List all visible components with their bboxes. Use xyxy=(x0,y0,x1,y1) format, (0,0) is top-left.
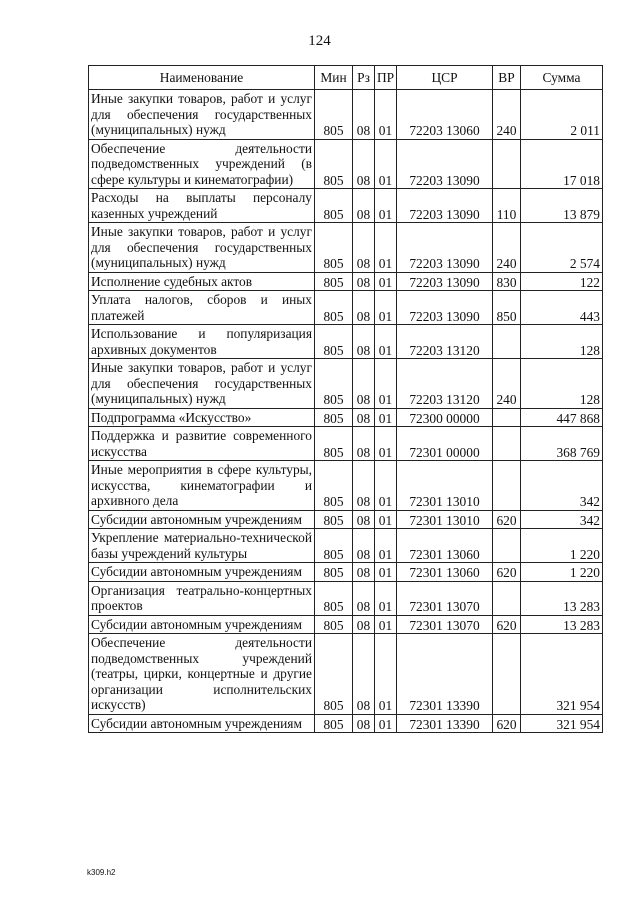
cell-pr: 01 xyxy=(375,272,397,291)
cell-name: Подпрограмма «Искусство» xyxy=(89,408,315,427)
cell-csr: 72301 13060 xyxy=(397,563,493,582)
cell-csr: 72203 13090 xyxy=(397,291,493,325)
cell-min: 805 xyxy=(315,615,353,634)
cell-sum: 447 868 xyxy=(521,408,603,427)
cell-name: Иные мероприятия в сфере культуры, искусства, кинематографии и архивного дела xyxy=(89,461,315,511)
cell-min: 805 xyxy=(315,139,353,189)
cell-pr: 01 xyxy=(375,223,397,273)
cell-vr xyxy=(493,427,521,461)
cell-csr: 72203 13090 xyxy=(397,139,493,189)
budget-table xyxy=(88,65,603,733)
cell-min: 805 xyxy=(315,359,353,409)
cell-min: 805 xyxy=(315,325,353,359)
cell-vr: 850 xyxy=(493,291,521,325)
cell-sum: 2 574 xyxy=(521,223,603,273)
cell-min: 805 xyxy=(315,223,353,273)
cell-pr: 01 xyxy=(375,189,397,223)
cell-csr: 72301 13390 xyxy=(397,634,493,715)
cell-rz: 08 xyxy=(353,714,375,733)
cell-vr: 620 xyxy=(493,563,521,582)
cell-min: 805 xyxy=(315,563,353,582)
cell-vr: 620 xyxy=(493,615,521,634)
cell-pr: 01 xyxy=(375,634,397,715)
cell-csr: 72203 13120 xyxy=(397,359,493,409)
header-min: Мин xyxy=(315,66,353,90)
cell-vr xyxy=(493,634,521,715)
cell-rz: 08 xyxy=(353,408,375,427)
cell-csr: 72203 13090 xyxy=(397,272,493,291)
header-sum: Сумма xyxy=(521,66,603,90)
cell-min: 805 xyxy=(315,408,353,427)
cell-csr: 72301 13390 xyxy=(397,714,493,733)
table-row xyxy=(89,581,603,615)
cell-csr: 72301 13060 xyxy=(397,529,493,563)
cell-pr: 01 xyxy=(375,510,397,529)
table-body xyxy=(89,90,603,733)
table-row xyxy=(89,189,603,223)
cell-vr: 830 xyxy=(493,272,521,291)
table-header-row xyxy=(89,66,603,90)
cell-min: 805 xyxy=(315,189,353,223)
header-rz: Рз xyxy=(353,66,375,90)
cell-csr: 72203 13120 xyxy=(397,325,493,359)
cell-sum: 443 xyxy=(521,291,603,325)
cell-rz: 08 xyxy=(353,189,375,223)
cell-sum: 342 xyxy=(521,510,603,529)
cell-rz: 08 xyxy=(353,427,375,461)
cell-rz: 08 xyxy=(353,359,375,409)
cell-min: 805 xyxy=(315,581,353,615)
cell-rz: 08 xyxy=(353,272,375,291)
cell-name: Субсидии автономным учреждениям xyxy=(89,563,315,582)
cell-sum: 17 018 xyxy=(521,139,603,189)
cell-min: 805 xyxy=(315,510,353,529)
cell-vr xyxy=(493,581,521,615)
cell-pr: 01 xyxy=(375,461,397,511)
cell-pr: 01 xyxy=(375,139,397,189)
cell-sum: 321 954 xyxy=(521,634,603,715)
cell-csr: 72301 13070 xyxy=(397,581,493,615)
cell-min: 805 xyxy=(315,461,353,511)
cell-sum: 321 954 xyxy=(521,714,603,733)
cell-vr: 240 xyxy=(493,90,521,140)
cell-rz: 08 xyxy=(353,325,375,359)
cell-min: 805 xyxy=(315,427,353,461)
table-row xyxy=(89,510,603,529)
cell-vr: 240 xyxy=(493,223,521,273)
cell-pr: 01 xyxy=(375,359,397,409)
cell-name: Иные закупки товаров, работ и услуг для обеспечения государственных (муниципальных) нужд xyxy=(89,359,315,409)
cell-sum: 1 220 xyxy=(521,563,603,582)
cell-rz: 08 xyxy=(353,510,375,529)
table-row xyxy=(89,272,603,291)
cell-rz: 08 xyxy=(353,461,375,511)
cell-pr: 01 xyxy=(375,291,397,325)
cell-name: Использование и популяризация архивных документов xyxy=(89,325,315,359)
table-row xyxy=(89,634,603,715)
cell-sum: 368 769 xyxy=(521,427,603,461)
cell-vr: 620 xyxy=(493,714,521,733)
cell-csr: 72203 13090 xyxy=(397,189,493,223)
table-row xyxy=(89,90,603,140)
cell-sum: 342 xyxy=(521,461,603,511)
cell-rz: 08 xyxy=(353,139,375,189)
cell-pr: 01 xyxy=(375,563,397,582)
cell-name: Поддержка и развитие современного искусства xyxy=(89,427,315,461)
table-row xyxy=(89,408,603,427)
footer-code: k309.h2 xyxy=(87,868,116,877)
cell-min: 805 xyxy=(315,714,353,733)
table-row xyxy=(89,325,603,359)
cell-name: Субсидии автономным учреждениям xyxy=(89,714,315,733)
cell-rz: 08 xyxy=(353,581,375,615)
cell-vr: 110 xyxy=(493,189,521,223)
cell-csr: 72301 00000 xyxy=(397,427,493,461)
cell-pr: 01 xyxy=(375,615,397,634)
cell-pr: 01 xyxy=(375,408,397,427)
table-row xyxy=(89,427,603,461)
table-row xyxy=(89,615,603,634)
cell-rz: 08 xyxy=(353,223,375,273)
cell-name: Иные закупки товаров, работ и услуг для обеспечения государственных (муниципальных) нужд xyxy=(89,90,315,140)
cell-name: Организация театрально-концертных проектов xyxy=(89,581,315,615)
cell-sum: 13 283 xyxy=(521,581,603,615)
cell-name: Укрепление материально-технической базы учреждений культуры xyxy=(89,529,315,563)
cell-name: Обеспечение деятельности подведомственных учреждений (в сфере культуры и кинематографии) xyxy=(89,139,315,189)
cell-vr: 620 xyxy=(493,510,521,529)
cell-min: 805 xyxy=(315,90,353,140)
table-row xyxy=(89,529,603,563)
cell-pr: 01 xyxy=(375,714,397,733)
table-row xyxy=(89,563,603,582)
cell-name: Субсидии автономным учреждениям xyxy=(89,615,315,634)
cell-name: Исполнение судебных актов xyxy=(89,272,315,291)
cell-vr xyxy=(493,529,521,563)
cell-csr: 72301 13070 xyxy=(397,615,493,634)
cell-csr: 72203 13090 xyxy=(397,223,493,273)
cell-name: Уплата налогов, сборов и иных платежей xyxy=(89,291,315,325)
cell-pr: 01 xyxy=(375,325,397,359)
cell-vr xyxy=(493,139,521,189)
cell-csr: 72203 13060 xyxy=(397,90,493,140)
header-vr: ВР xyxy=(493,66,521,90)
cell-rz: 08 xyxy=(353,563,375,582)
cell-vr xyxy=(493,408,521,427)
cell-sum: 13 879 xyxy=(521,189,603,223)
cell-rz: 08 xyxy=(353,90,375,140)
cell-name: Субсидии автономным учреждениям xyxy=(89,510,315,529)
page-number: 124 xyxy=(308,33,331,49)
cell-csr: 72301 13010 xyxy=(397,461,493,511)
cell-rz: 08 xyxy=(353,634,375,715)
cell-vr xyxy=(493,461,521,511)
cell-pr: 01 xyxy=(375,90,397,140)
cell-rz: 08 xyxy=(353,529,375,563)
cell-min: 805 xyxy=(315,272,353,291)
cell-min: 805 xyxy=(315,291,353,325)
cell-sum: 128 xyxy=(521,325,603,359)
cell-vr: 240 xyxy=(493,359,521,409)
cell-name: Расходы на выплаты персоналу казенных учреждений xyxy=(89,189,315,223)
cell-name: Иные закупки товаров, работ и услуг для обеспечения государственных (муниципальных) нужд xyxy=(89,223,315,273)
cell-csr: 72301 13010 xyxy=(397,510,493,529)
table-row xyxy=(89,139,603,189)
cell-sum: 1 220 xyxy=(521,529,603,563)
cell-pr: 01 xyxy=(375,529,397,563)
cell-name: Обеспечение деятельности подведомственных учреждений (театры, цирки, концертные и другие организации исполнительских искусств) xyxy=(89,634,315,715)
cell-sum: 13 283 xyxy=(521,615,603,634)
cell-pr: 01 xyxy=(375,581,397,615)
table-row xyxy=(89,714,603,733)
cell-pr: 01 xyxy=(375,427,397,461)
cell-min: 805 xyxy=(315,529,353,563)
cell-sum: 122 xyxy=(521,272,603,291)
cell-vr xyxy=(493,325,521,359)
header-csr: ЦСР xyxy=(397,66,493,90)
table-row xyxy=(89,291,603,325)
cell-min: 805 xyxy=(315,634,353,715)
cell-rz: 08 xyxy=(353,291,375,325)
table-row xyxy=(89,223,603,273)
cell-sum: 128 xyxy=(521,359,603,409)
header-name: Наименование xyxy=(89,66,315,90)
table-row xyxy=(89,461,603,511)
cell-csr: 72300 00000 xyxy=(397,408,493,427)
cell-rz: 08 xyxy=(353,615,375,634)
cell-sum: 2 011 xyxy=(521,90,603,140)
table-row xyxy=(89,359,603,409)
header-pr: ПР xyxy=(375,66,397,90)
